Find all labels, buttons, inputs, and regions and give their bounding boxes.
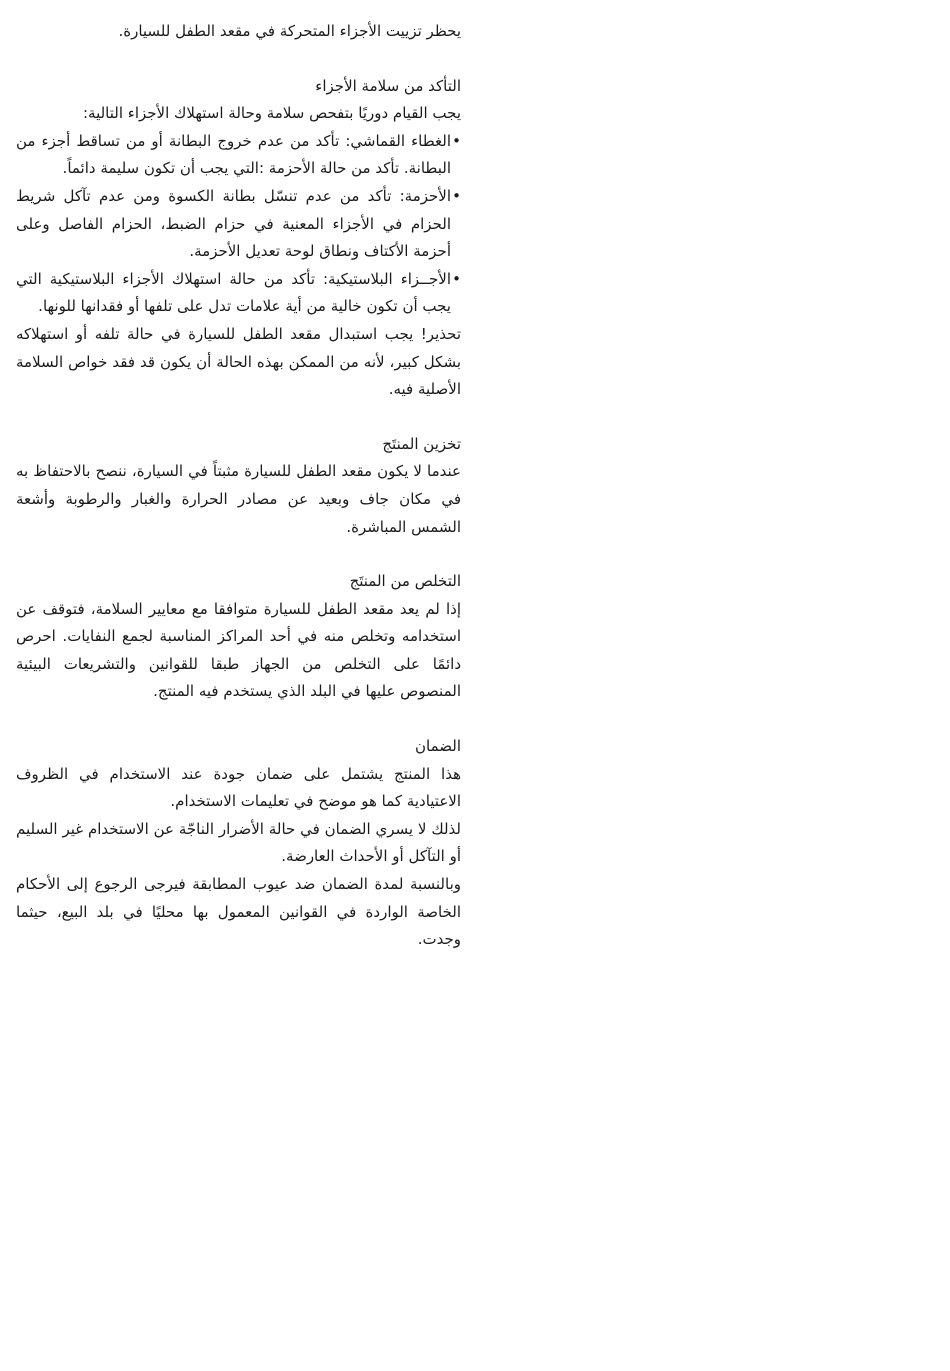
bullet-item-fabric-cover <box>16 128 461 183</box>
intro-text: يحظر تزييت الأجزاء المتحركة في مقعد الطفل للسيارة. <box>118 22 461 40</box>
warning-text: تحذير! يجب استبدال مقعد الطفل للسيارة في حالة تلفه أو استهلاكه بشكل كبير، لأنه من الممكن بهذه الحالة أن يكون قد فقد خواص السلامة الأصلية فيه. <box>16 324 461 399</box>
bullet-icon: • <box>452 269 461 288</box>
bullet-icon: • <box>452 131 461 150</box>
warranty-paragraph: لذلك لا يسري الضمان في حالة الأضرار الناجّة عن الاستخدام غير السليم أو التآكل أو الأحداث العارضة. <box>16 819 461 866</box>
section-spacer <box>16 541 461 568</box>
bullet-text: الأحزمة: تأكد من عدم تنسّل بطانة الكسوة ومن عدم تآكل شريط الحزام في الأجزاء المعنية في حزام الضبط، الحزام الفاصل وعلى أحزمة الأكتاف ونطاق لوحة تعديل الأحزمة. <box>16 186 451 261</box>
bullet-item-belts <box>16 183 461 266</box>
storage-text: عندما لا يكون مقعد الطفل للسيارة مثبتاً في السيارة، ننصح بالاحتفاظ به في مكان جاف وبعيد عن مصادر الحرارة والغبار والرطوبة وأشعة الشمس المباشرة. <box>16 462 461 536</box>
bullet-text: الغطاء القماشي: تأكد من عدم خروج البطانة أو من تساقط أجزء من البطانة. تأكد من حالة الأحزمة :التي يجب أن تكون سليمة دائماً. <box>16 131 451 178</box>
disposal-text: إذا لم يعد مقعد الطفل للسيارة متوافقا مع معايير السلامة، فتوقف عن استخدامه وتخلص منه في أحد المراكز المناسبة لجمع النفايات. احرص دائمًا على التخلص من الجهاز طبقا للقوانين والتشريعات البيئية المنصوص عليها في البلد الذي يستخدم فيه المنتج. <box>16 599 461 701</box>
storage-heading: تخزين المنتَج <box>382 434 461 453</box>
bullet-text: الأجــزاء البلاستيكية: تأكد من حالة استهلاك الأجزاء البلاستيكية التي يجب أن تكون خالية من أية علامات تدل على تلفها أو فقدانها للونها. <box>16 269 451 316</box>
bullet-item-plastic-parts <box>16 266 461 321</box>
warranty-heading: الضمان <box>414 737 461 756</box>
section-spacer <box>16 46 461 73</box>
section-spacer <box>16 404 461 431</box>
warranty-section <box>16 733 461 954</box>
bullet-icon: • <box>452 186 461 205</box>
section-spacer <box>16 706 461 733</box>
safety-check-heading: التأكد من سلامة الأجزاء <box>315 76 461 95</box>
safety-check-intro: يجب القيام دوريًا بتفحص سلامة وحالة استهلاك الأجزاء التالية: <box>82 104 461 123</box>
warranty-paragraph: وبالنسبة لمدة الضمان ضد عيوب المطابقة فيرجى الرجوع إلى الأحكام الخاصة الواردة في القوانين المعمول بها محليًا في بلد البيع، حيثما وجدت. <box>16 875 461 949</box>
warranty-paragraph: هذا المنتج يشتمل على ضمان جودة عند الاستخدام في الظروف الاعتيادية كما هو موضح في تعليمات الاستخدام. <box>16 764 461 811</box>
disposal-heading: التخلص من المنتَج <box>349 572 461 591</box>
document-page <box>16 18 461 954</box>
storage-section <box>16 431 461 541</box>
disposal-section <box>16 568 461 706</box>
safety-check-section <box>16 73 461 404</box>
